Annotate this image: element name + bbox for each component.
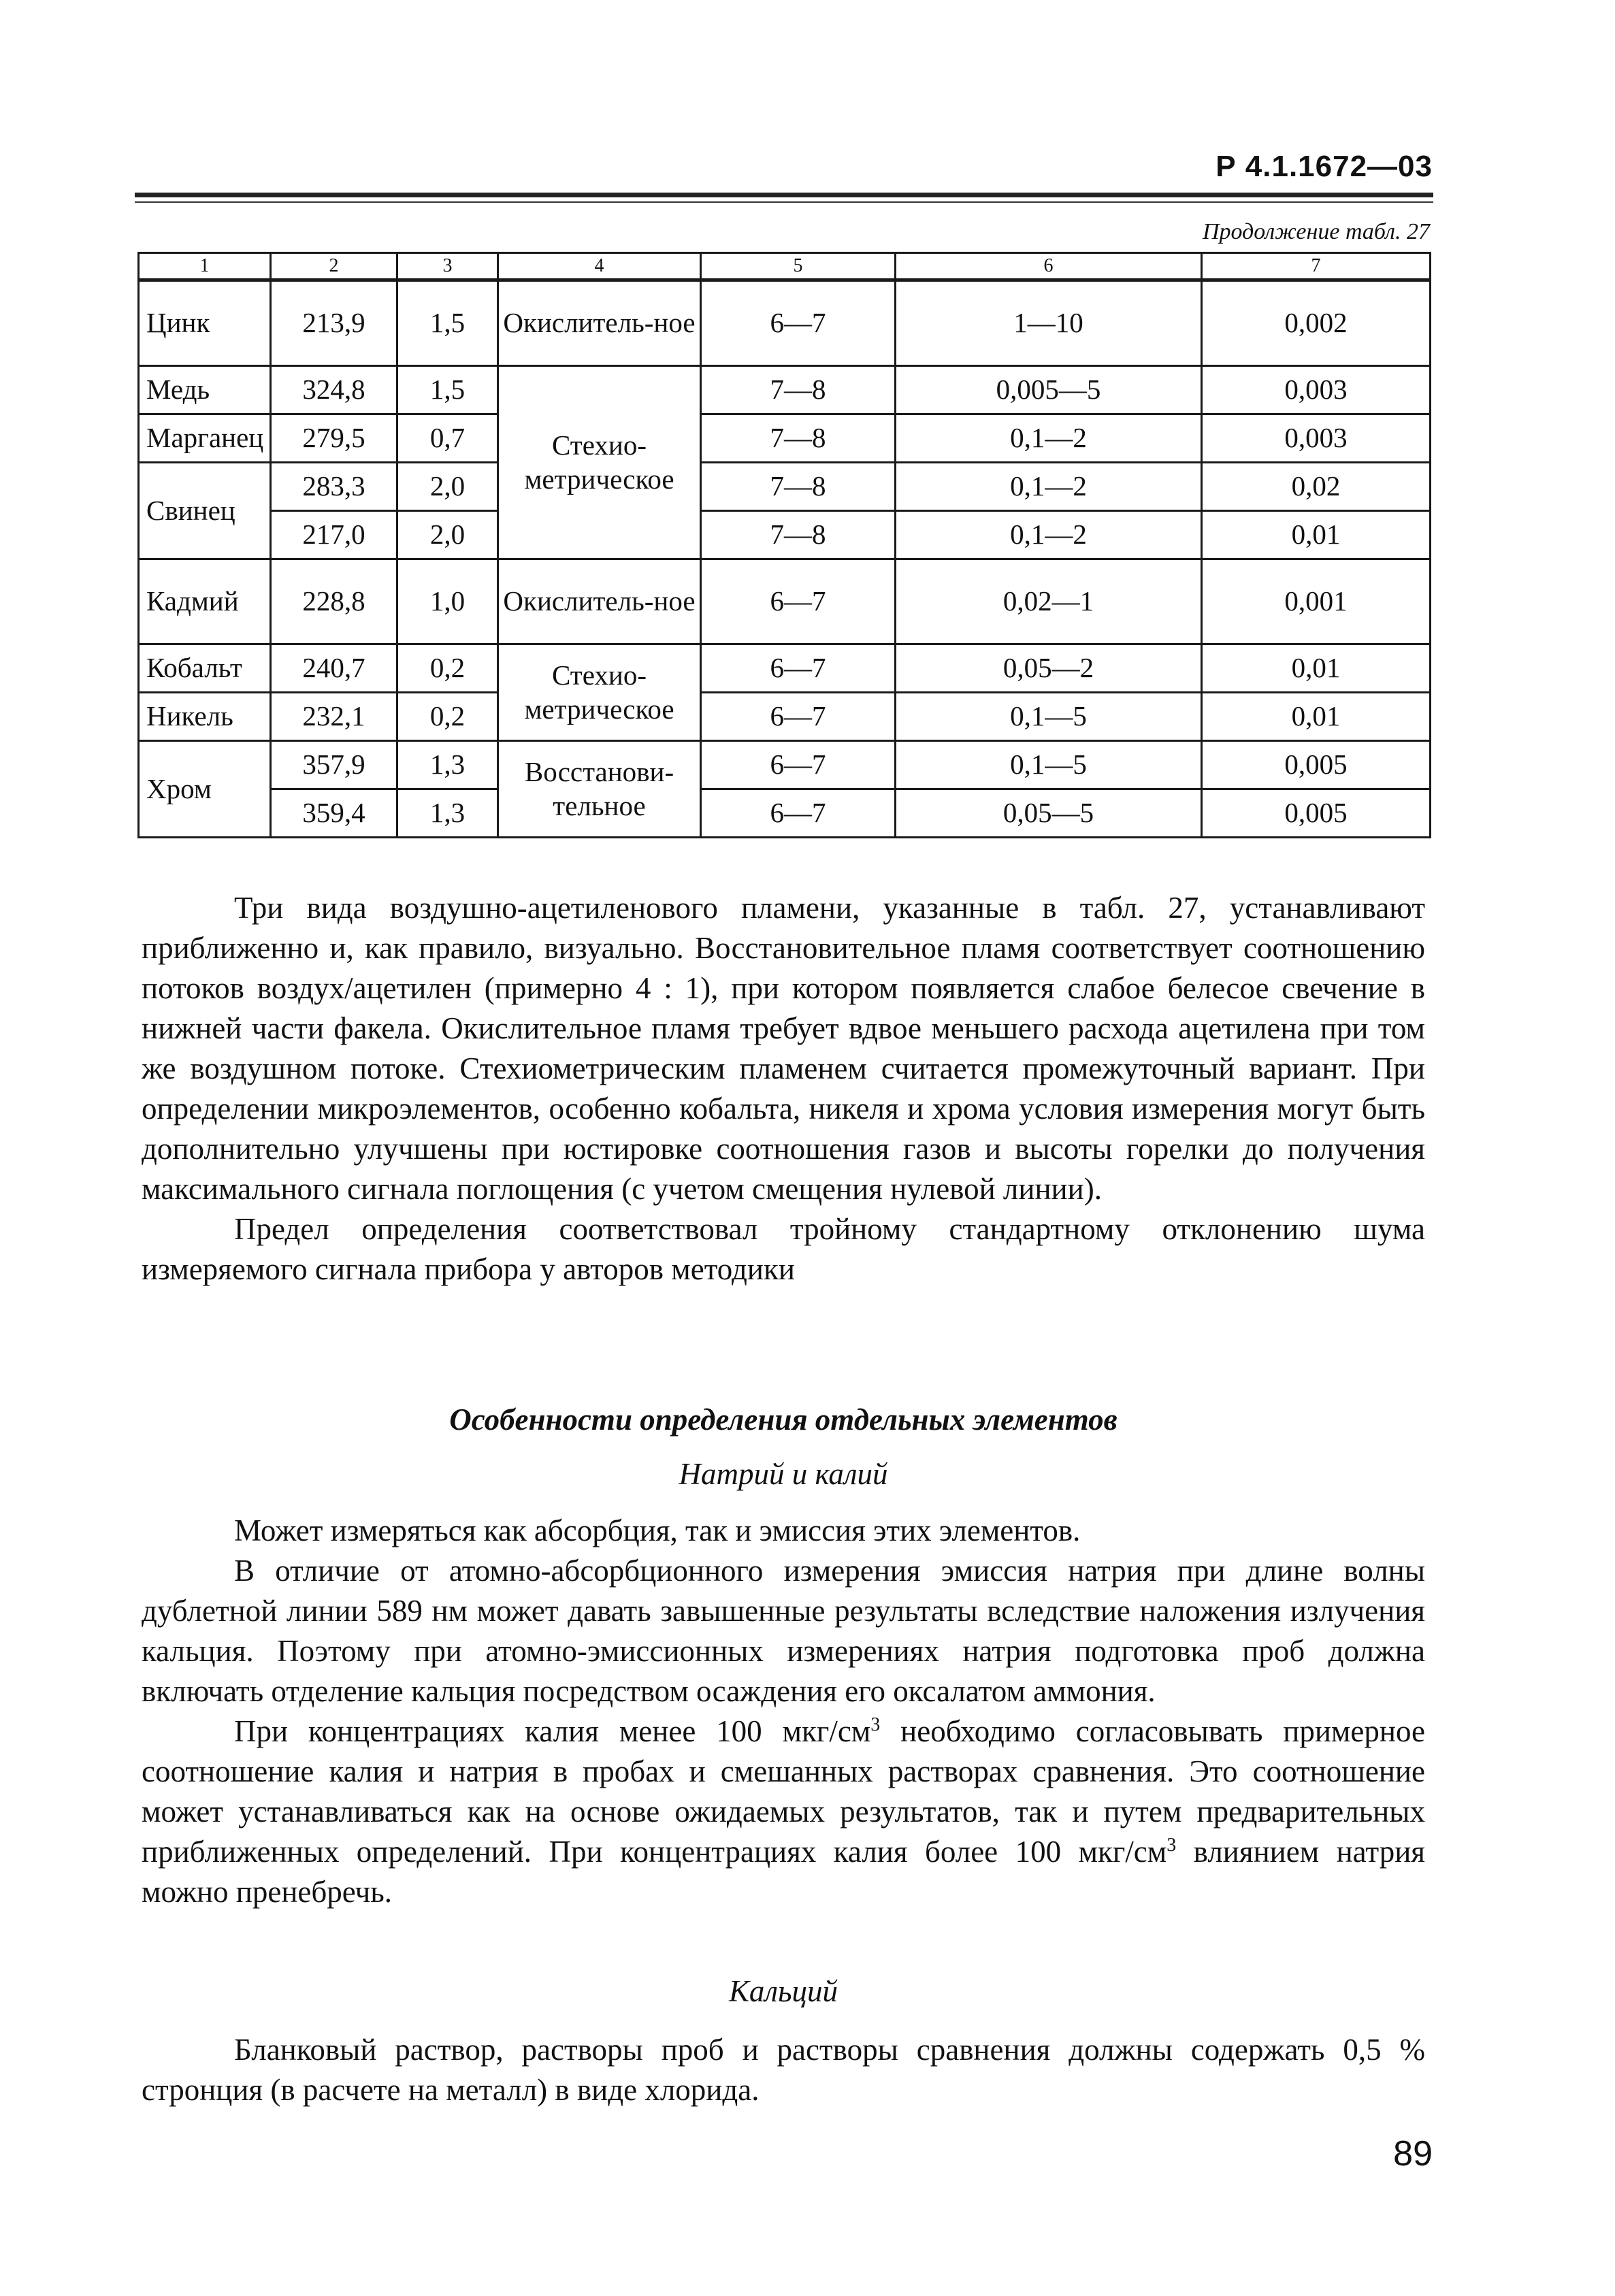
wavelength-cell: 213,9 bbox=[271, 280, 397, 366]
range-cell: 0,1—5 bbox=[896, 741, 1202, 789]
detection-limit-cell: 0,003 bbox=[1202, 366, 1431, 414]
element-name: Кобальт bbox=[139, 644, 271, 693]
range-cell: 0,005—5 bbox=[896, 366, 1202, 414]
flame-type-cell: Окислитель-ное bbox=[498, 559, 701, 644]
table-row bbox=[139, 559, 1431, 644]
paragraph: Бланковый раствор, растворы проб и растворы сравнения должны содержать 0,5 % стронция (в расчете на металл) в виде хлорида. bbox=[142, 2033, 1425, 2107]
header-rule-thick bbox=[135, 193, 1433, 197]
wavelength-cell: 324,8 bbox=[271, 366, 397, 414]
slit-cell: 1,3 bbox=[397, 789, 498, 838]
column-5-cell: 7—8 bbox=[701, 366, 896, 414]
flame-type-cell: Стехио-метрическое bbox=[498, 366, 701, 559]
table-row bbox=[139, 414, 1431, 463]
detection-limit-cell: 0,005 bbox=[1202, 741, 1431, 789]
range-cell: 0,1—2 bbox=[896, 463, 1202, 511]
wavelength-cell: 283,3 bbox=[271, 463, 397, 511]
element-name: Хром bbox=[139, 741, 271, 838]
column-5-cell: 7—8 bbox=[701, 414, 896, 463]
text-fragment: При концентрациях калия менее 100 мкг/см bbox=[234, 1714, 871, 1748]
column-5-cell: 6—7 bbox=[701, 789, 896, 838]
page-number: 89 bbox=[1393, 2134, 1433, 2174]
table-continuation-caption: Продолжение табл. 27 bbox=[1202, 219, 1430, 244]
column-5-cell: 7—8 bbox=[701, 511, 896, 559]
element-name: Свинец bbox=[139, 463, 271, 559]
flame-description-text bbox=[142, 888, 1425, 1290]
slit-cell: 0,2 bbox=[397, 693, 498, 741]
column-5-cell: 7—8 bbox=[701, 463, 896, 511]
element-name: Никель bbox=[139, 693, 271, 741]
detection-limit-cell: 0,003 bbox=[1202, 414, 1431, 463]
slit-cell: 2,0 bbox=[397, 511, 498, 559]
flame-type-cell: Восстанови-тельное bbox=[498, 741, 701, 838]
wavelength-cell: 359,4 bbox=[271, 789, 397, 838]
range-cell: 0,05—2 bbox=[896, 644, 1202, 693]
range-cell: 0,1—2 bbox=[896, 414, 1202, 463]
range-cell: 0,05—5 bbox=[896, 789, 1202, 838]
detection-limit-cell: 0,002 bbox=[1202, 280, 1431, 366]
range-cell: 1—10 bbox=[896, 280, 1202, 366]
slit-cell: 1,5 bbox=[397, 280, 498, 366]
slit-cell: 0,2 bbox=[397, 644, 498, 693]
text-fragment: необходимо согласовывать примерное соотношение калия и натрия в пробах и смешанных растворах сравнения. Это соотношение может устанавливаться как на основе ожидаемых результатов, так и путем предварительных приближенных определений. При концентрациях калия более 100 мкг/см bbox=[142, 1714, 1425, 1869]
column-number: 1 bbox=[139, 253, 271, 280]
detection-limit-cell: 0,01 bbox=[1202, 644, 1431, 693]
column-number: 5 bbox=[701, 253, 896, 280]
paragraph: Может измеряться как абсорбция, так и эмиссия этих элементов. bbox=[234, 1513, 1081, 1547]
superscript: 3 bbox=[1167, 1835, 1177, 1856]
table-row bbox=[139, 644, 1431, 693]
table-row bbox=[139, 511, 1431, 559]
table-row bbox=[139, 693, 1431, 741]
range-cell: 0,1—2 bbox=[896, 511, 1202, 559]
column-number: 7 bbox=[1202, 253, 1431, 280]
element-name: Кадмий bbox=[139, 559, 271, 644]
slit-cell: 1,5 bbox=[397, 366, 498, 414]
element-name: Медь bbox=[139, 366, 271, 414]
section-heading: Особенности определения отдельных элементов bbox=[449, 1403, 1118, 1437]
column-5-cell: 6—7 bbox=[701, 741, 896, 789]
paragraph: Предел определения соответствовал тройному стандартному отклонению шума измеряемого сигнала прибора у авторов методики bbox=[142, 1212, 1425, 1286]
slit-cell: 2,0 bbox=[397, 463, 498, 511]
column-5-cell: 6—7 bbox=[701, 280, 896, 366]
table-row bbox=[139, 280, 1431, 366]
flame-type-cell: Окислитель-ное bbox=[498, 280, 701, 366]
column-number: 2 bbox=[271, 253, 397, 280]
table-row bbox=[139, 789, 1431, 838]
detection-limit-cell: 0,01 bbox=[1202, 511, 1431, 559]
column-number: 3 bbox=[397, 253, 498, 280]
wavelength-cell: 240,7 bbox=[271, 644, 397, 693]
flame-conditions-table bbox=[137, 252, 1431, 838]
detection-limit-cell: 0,005 bbox=[1202, 789, 1431, 838]
paragraph: В отличие от атомно-абсорбционного измерения эмиссия натрия при длине волны дублетной линии 589 нм может давать завышенные результаты вследствие наложения излучения кальция. Поэтому при атомно-эмиссионных измерениях натрия подготовка проб должна включать отделение кальция посредством осаждения его оксалатом аммония. bbox=[142, 1554, 1425, 1708]
range-cell: 0,1—5 bbox=[896, 693, 1202, 741]
wavelength-cell: 279,5 bbox=[271, 414, 397, 463]
wavelength-cell: 232,1 bbox=[271, 693, 397, 741]
header-rule-thin bbox=[135, 201, 1433, 203]
detection-limit-cell: 0,02 bbox=[1202, 463, 1431, 511]
flame-type-cell: Стехио-метрическое bbox=[498, 644, 701, 741]
subsection-heading-na-k: Натрий и калий bbox=[679, 1457, 888, 1491]
detection-limit-cell: 0,001 bbox=[1202, 559, 1431, 644]
table-row bbox=[139, 463, 1431, 511]
subsection-heading-ca: Кальций bbox=[729, 1974, 838, 2008]
slit-cell: 1,3 bbox=[397, 741, 498, 789]
table-row bbox=[139, 366, 1431, 414]
document-code: Р 4.1.1672—03 bbox=[1216, 150, 1433, 183]
slit-cell: 1,0 bbox=[397, 559, 498, 644]
element-name: Марганец bbox=[139, 414, 271, 463]
sodium-potassium-text bbox=[142, 1511, 1425, 1912]
element-name: Цинк bbox=[139, 280, 271, 366]
column-5-cell: 6—7 bbox=[701, 644, 896, 693]
text-fragment: влиянием натрия можно пренебречь. bbox=[142, 1835, 1425, 1909]
paragraph: Три вида воздушно-ацетиленового пламени, указанные в табл. 27, устанавливают приближенно и, как правило, визуально. Восстановительное пламя соответствует соотношению потоков воздух/ацетилен (примерно 4 : 1), при котором появляется слабое белесое свечение в нижней части факела. Окислительное пламя требует вдвое меньшего расхода ацетилена при том же воздушном потоке. Стехиометрическим пламенем считается промежуточный вариант. При определении микроэлементов, особенно кобальта, никеля и хрома условия измерения могут быть дополнительно улучшены при юстировке соотношения газов и высоты горелки до получения максимального сигнала поглощения (с учетом смещения нулевой линии). bbox=[142, 891, 1425, 1206]
slit-cell: 0,7 bbox=[397, 414, 498, 463]
column-number: 6 bbox=[896, 253, 1202, 280]
wavelength-cell: 357,9 bbox=[271, 741, 397, 789]
wavelength-cell: 217,0 bbox=[271, 511, 397, 559]
column-5-cell: 6—7 bbox=[701, 693, 896, 741]
detection-limit-cell: 0,01 bbox=[1202, 693, 1431, 741]
range-cell: 0,02—1 bbox=[896, 559, 1202, 644]
table-row bbox=[139, 741, 1431, 789]
paragraph bbox=[142, 1711, 1425, 1912]
table-column-numbers bbox=[139, 253, 1431, 280]
column-number: 4 bbox=[498, 253, 701, 280]
wavelength-cell: 228,8 bbox=[271, 559, 397, 644]
superscript: 3 bbox=[870, 1714, 881, 1735]
calcium-text bbox=[142, 2030, 1425, 2110]
column-5-cell: 6—7 bbox=[701, 559, 896, 644]
